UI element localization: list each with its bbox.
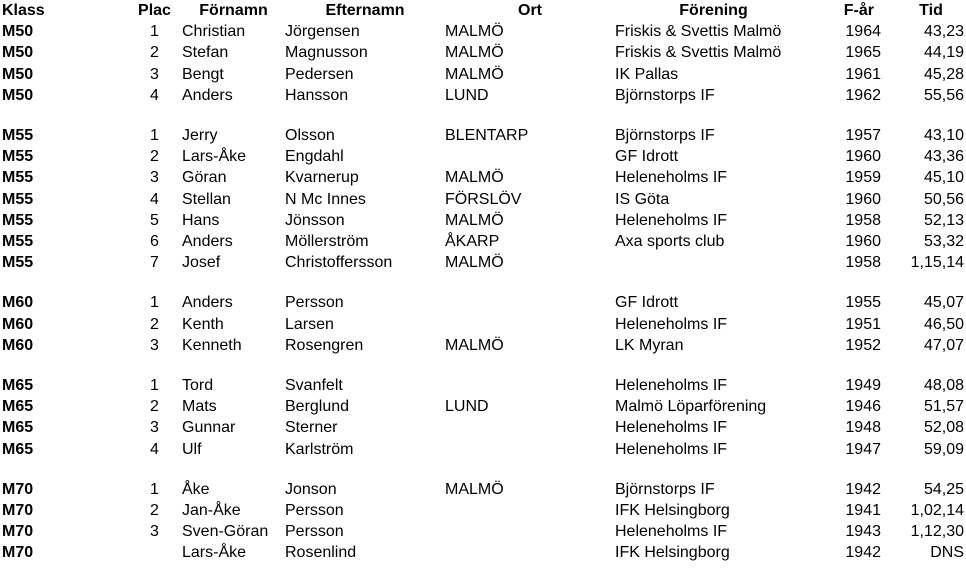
cell-plac: 1 [150,377,159,395]
cell-fornamn: Kenth [182,315,224,333]
cell-far: 1949 [845,377,881,395]
cell-fornamn: Josef [182,254,221,272]
table-row [0,42,966,63]
cell-tid: 47,07 [923,336,964,354]
header-forening: Förening [679,2,748,19]
header-efternamn: Efternamn [325,2,405,19]
cell-plac [127,542,182,563]
cell-tid: 53,32 [923,233,964,251]
group-spacer [0,460,966,479]
cell-forening: Heleneholms IF [615,377,728,395]
cell-ort [445,439,615,460]
cell-klass: M55 [2,254,34,272]
table-row [0,85,966,106]
cell-forening: Björnstorps IF [615,86,715,104]
cell-ort: MALMÖ [445,169,504,187]
table-row [0,542,966,563]
cell-ort: FÖRSLÖV [445,190,522,208]
cell-efternamn: Jonson [285,480,337,498]
cell-tid: 45,10 [923,169,964,187]
cell-efternamn: Persson [285,294,344,312]
cell-ort: MALMÖ [445,336,504,354]
cell-efternamn: Christoffersson [285,254,393,272]
cell-klass: M55 [2,169,34,187]
cell-tid: 44,19 [923,44,964,62]
cell-klass: M70 [2,544,34,562]
cell-fornamn: Tord [182,377,214,395]
cell-forening: IS Göta [615,190,670,208]
table-row [0,210,966,231]
cell-tid: 45,07 [923,294,964,312]
cell-klass: M55 [2,233,34,251]
cell-forening: IK Pallas [615,65,679,83]
cell-efternamn: Magnusson [285,44,368,62]
cell-klass: M55 [2,148,34,166]
cell-klass: M65 [2,440,34,458]
header-far: F-år [843,2,874,19]
cell-ort [445,521,615,542]
cell-forening: Friskis & Svettis Malmö [615,23,782,41]
cell-ort: MALMÖ [445,23,504,41]
cell-plac: 1 [150,480,159,498]
table-row [0,521,966,542]
header-fornamn: Förnamn [199,2,268,19]
cell-efternamn: Pedersen [285,65,354,83]
cell-forening: Malmö Löparförening [615,398,767,416]
cell-tid: 45,28 [923,65,964,83]
cell-efternamn: Rosenlind [285,544,357,562]
cell-tid: 1,02,14 [910,502,964,520]
table-row [0,314,966,335]
cell-ort [445,417,615,438]
cell-efternamn: Berglund [285,398,350,416]
cell-efternamn: N Mc Innes [285,190,366,208]
cell-ort [445,146,615,167]
cell-plac: 2 [150,148,159,166]
cell-efternamn: Larsen [285,315,334,333]
results-body [0,21,966,563]
cell-far: 1948 [845,419,881,437]
cell-plac: 2 [150,398,159,416]
cell-plac: 2 [150,315,159,333]
cell-tid: 59,09 [923,440,964,458]
cell-fornamn: Jerry [182,127,218,145]
cell-fornamn: Bengt [182,65,224,83]
cell-klass: M65 [2,398,34,416]
cell-ort [445,375,615,396]
cell-tid: 52,08 [923,419,964,437]
cell-forening: GF Idrott [615,294,679,312]
cell-klass: M60 [2,315,34,333]
cell-klass: M60 [2,336,34,354]
cell-ort [445,292,615,313]
cell-fornamn: Göran [182,169,227,187]
cell-far: 1965 [845,44,881,62]
cell-fornamn: Kenneth [182,336,242,354]
cell-ort: MALMÖ [445,211,504,229]
cell-forening: Heleneholms IF [615,315,728,333]
cell-fornamn: Lars-Åke [182,544,247,562]
table-row [0,167,966,188]
cell-tid: 43,10 [923,127,964,145]
cell-tid: DNS [930,544,964,562]
cell-far: 1962 [845,86,881,104]
cell-far: 1951 [845,315,881,333]
cell-forening: Heleneholms IF [615,523,728,541]
cell-plac: 4 [150,190,159,208]
cell-klass: M65 [2,419,34,437]
cell-fornamn: Anders [182,294,233,312]
cell-far: 1961 [845,65,881,83]
cell-far: 1947 [845,440,881,458]
cell-ort: MALMÖ [445,44,504,62]
cell-far: 1958 [845,211,881,229]
header-klass: Klass [2,2,45,19]
cell-klass: M50 [2,23,34,41]
table-row [0,375,966,396]
cell-efternamn: Engdahl [285,148,344,166]
cell-klass: M55 [2,211,34,229]
cell-forening: Heleneholms IF [615,440,728,458]
cell-efternamn: Hansson [285,86,349,104]
cell-forening: Björnstorps IF [615,127,715,145]
cell-ort: ÅKARP [445,233,500,251]
cell-efternamn: Olsson [285,127,335,145]
cell-ort: LUND [445,398,489,416]
cell-fornamn: Mats [182,398,217,416]
cell-klass: M55 [2,190,34,208]
header-ort: Ort [518,2,542,19]
cell-forening: IFK Helsingborg [615,544,730,562]
cell-fornamn: Stefan [182,44,229,62]
cell-far: 1957 [845,127,881,145]
cell-tid: 54,25 [923,480,964,498]
cell-efternamn: Jörgensen [285,23,360,41]
cell-forening: Friskis & Svettis Malmö [615,44,782,62]
group-spacer [0,106,966,125]
cell-far: 1960 [845,190,881,208]
cell-ort: LUND [445,86,489,104]
cell-forening: Heleneholms IF [615,419,728,437]
cell-efternamn: Rosengren [285,336,364,354]
cell-fornamn: Hans [182,211,220,229]
cell-plac: 3 [150,169,159,187]
cell-klass: M70 [2,502,34,520]
header-row [0,0,966,21]
cell-far: 1942 [845,480,881,498]
table-row [0,21,966,42]
header-tid: Tid [919,2,943,19]
cell-efternamn: Möllerström [285,233,369,251]
group-spacer-cell [0,273,966,292]
cell-fornamn: Stellan [182,190,231,208]
cell-plac: 2 [150,44,159,62]
cell-ort [445,542,615,563]
cell-efternamn: Persson [285,502,344,520]
cell-fornamn: Anders [182,233,233,251]
group-spacer-cell [0,106,966,125]
cell-ort [445,314,615,335]
cell-far: 1955 [845,294,881,312]
cell-plac: 4 [150,86,159,104]
cell-forening: LK Myran [615,336,684,354]
cell-klass: M70 [2,523,34,541]
cell-plac: 6 [150,233,159,251]
cell-forening: Heleneholms IF [615,169,728,187]
cell-efternamn: Persson [285,523,344,541]
cell-plac: 1 [150,23,159,41]
group-spacer [0,273,966,292]
cell-fornamn: Åke [182,480,210,498]
group-spacer [0,356,966,375]
cell-klass: M50 [2,86,34,104]
cell-tid: 48,08 [923,377,964,395]
cell-forening: Axa sports club [615,233,725,251]
cell-plac: 1 [150,127,159,145]
group-spacer-cell [0,460,966,479]
table-row [0,439,966,460]
cell-tid: 46,50 [923,315,964,333]
cell-plac: 4 [150,440,159,458]
cell-efternamn: Sterner [285,419,338,437]
cell-plac: 1 [150,294,159,312]
table-row [0,479,966,500]
table-row [0,396,966,417]
cell-klass: M50 [2,65,34,83]
cell-far: 1960 [845,233,881,251]
cell-tid: 43,23 [923,23,964,41]
cell-far: 1952 [845,336,881,354]
cell-forening: Heleneholms IF [615,211,728,229]
cell-far: 1941 [845,502,881,520]
cell-ort: MALMÖ [445,65,504,83]
cell-plac: 3 [150,65,159,83]
cell-fornamn: Lars-Åke [182,148,247,166]
cell-ort: MALMÖ [445,254,504,272]
cell-far: 1959 [845,169,881,187]
cell-efternamn: Jönsson [285,211,345,229]
table-row [0,500,966,521]
cell-fornamn: Christian [182,23,246,41]
cell-far: 1943 [845,523,881,541]
header-plac: Plac [138,2,171,19]
cell-efternamn: Svanfelt [285,377,343,395]
cell-tid: 52,13 [923,211,964,229]
cell-klass: M60 [2,294,34,312]
group-spacer-cell [0,356,966,375]
table-row [0,146,966,167]
cell-fornamn: Gunnar [182,419,236,437]
table-row [0,125,966,146]
cell-far: 1946 [845,398,881,416]
cell-plac: 3 [150,419,159,437]
cell-plac: 2 [150,502,159,520]
cell-tid: 51,57 [923,398,964,416]
table-row [0,417,966,438]
cell-plac: 3 [150,523,159,541]
cell-forening: GF Idrott [615,148,679,166]
table-row [0,189,966,210]
table-row [0,292,966,313]
cell-forening: Björnstorps IF [615,480,715,498]
cell-plac: 5 [150,211,159,229]
cell-klass: M55 [2,127,34,145]
cell-tid: 1,12,30 [910,523,964,541]
cell-fornamn: Jan-Åke [182,502,241,520]
cell-ort [445,500,615,521]
cell-tid: 50,56 [923,190,964,208]
cell-tid: 43,36 [923,148,964,166]
cell-fornamn: Sven-Göran [182,523,269,541]
cell-forening: IFK Helsingborg [615,502,730,520]
cell-ort: BLENTARP [445,127,529,145]
cell-far: 1964 [845,23,881,41]
cell-ort: MALMÖ [445,480,504,498]
table-row [0,64,966,85]
cell-tid: 55,56 [923,86,964,104]
table-row [0,335,966,356]
cell-plac: 7 [150,254,159,272]
cell-efternamn: Karlström [285,440,354,458]
cell-efternamn: Kvarnerup [285,169,359,187]
cell-klass: M65 [2,377,34,395]
cell-klass: M50 [2,44,34,62]
cell-tid: 1,15,14 [910,254,964,272]
table-row [0,231,966,252]
cell-klass: M70 [2,480,34,498]
cell-fornamn: Anders [182,86,233,104]
cell-far: 1960 [845,148,881,166]
cell-far: 1942 [845,544,881,562]
cell-plac: 3 [150,336,159,354]
cell-far: 1958 [845,254,881,272]
cell-fornamn: Ulf [182,440,202,458]
table-row [0,252,966,273]
cell-forening [615,252,812,273]
